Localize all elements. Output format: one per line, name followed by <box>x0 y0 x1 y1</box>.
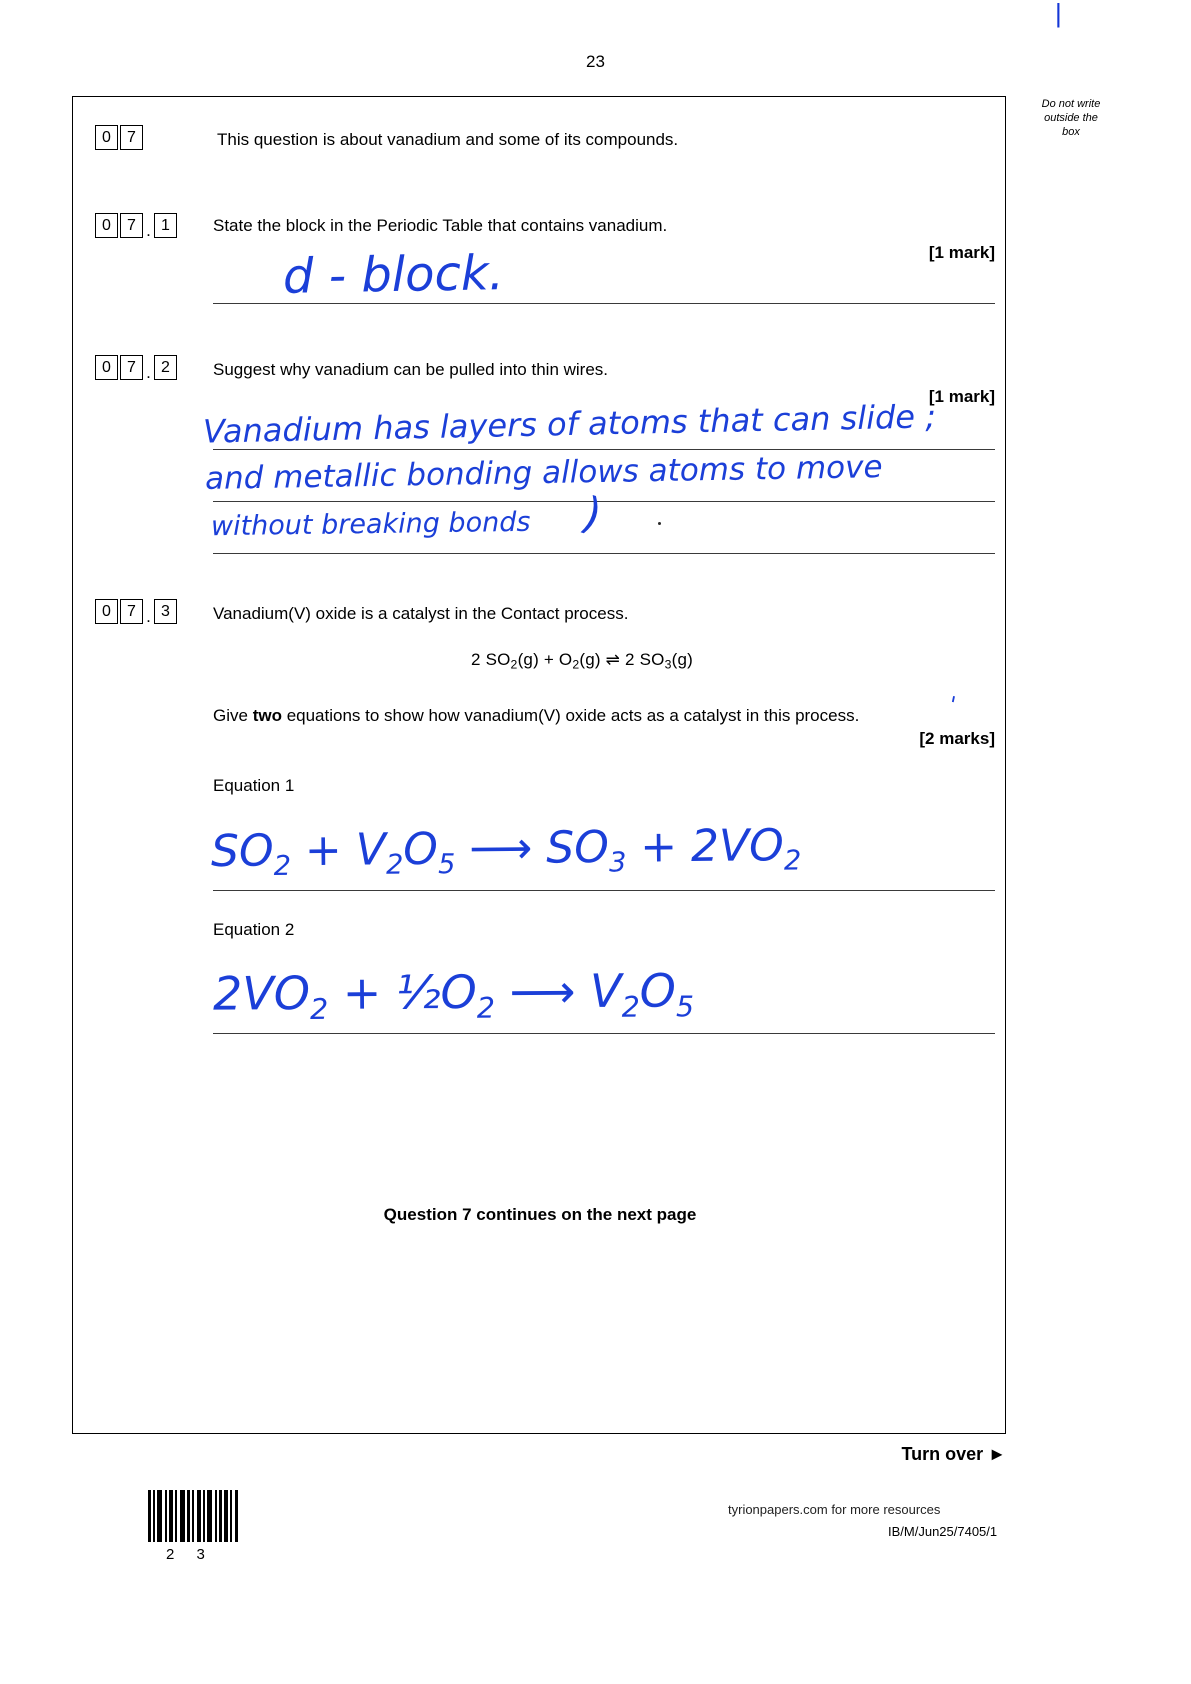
qnum-digit: 7 <box>120 599 143 624</box>
part-07-2-prompt: Suggest why vanadium can be pulled into thin wires. <box>213 360 609 379</box>
equation-1-label: Equation 1 <box>213 776 295 795</box>
qnum-digit: 7 <box>120 125 143 150</box>
part-07-1-prompt: State the block in the Periodic Table that contains vanadium. <box>213 216 668 235</box>
barcode <box>148 1490 252 1542</box>
handwritten-stray-stroke: ) <box>575 487 608 542</box>
answer-box-frame <box>72 96 1006 1434</box>
eq-sub: 2 <box>510 657 518 672</box>
printed-contact-process-equation <box>471 650 693 672</box>
handwritten-answer-07-2-line1: Vanadium has layers of atoms that can slide ; <box>202 397 937 451</box>
qnum-digit: 7 <box>120 213 143 238</box>
qnum-digit: 1 <box>154 213 177 238</box>
qnum-digit: 0 <box>95 355 118 380</box>
eq-seg: (g) <box>671 650 693 669</box>
do-not-write-line2: outside the <box>1044 111 1098 124</box>
handwritten-answer-07-2-line2: and metallic bonding allows atoms to move <box>204 449 883 497</box>
answer-rule <box>213 1033 995 1034</box>
handwritten-answer-07-2-line3: without breaking bonds <box>210 506 531 543</box>
handwritten-stray-tick: ' <box>946 692 958 719</box>
qnum-dot: . <box>146 221 151 240</box>
qnum-dot: . <box>146 363 151 382</box>
qnum-digit: 0 <box>95 213 118 238</box>
part-07-3-marks: [2 marks] <box>919 729 995 748</box>
page-number: 23 <box>586 52 605 71</box>
eq-seg: (g) ⇌ 2 SO <box>579 650 665 669</box>
instruction-seg-a: Give <box>213 706 253 725</box>
qnum-digit: 0 <box>95 599 118 624</box>
question-number-07-2 <box>95 355 177 380</box>
eq-seg: (g) + O <box>517 650 573 669</box>
qnum-digit: 2 <box>154 355 177 380</box>
answer-rule <box>213 553 995 554</box>
part-07-3-prompt: Vanadium(V) oxide is a catalyst in the Contact process. <box>213 604 629 623</box>
equation-2-label: Equation 2 <box>213 920 295 939</box>
stray-ink-dot <box>658 522 661 525</box>
barcode-digits: 2 3 <box>166 1546 214 1563</box>
eq-sub: 3 <box>664 657 672 672</box>
do-not-write-line1: Do not write <box>1041 98 1101 110</box>
qnum-digit: 0 <box>95 125 118 150</box>
eq-sub: 2 <box>572 657 580 672</box>
hw-eq2-text: $2VO_2$ + $\frac{1}{2}O_2$ ⟶ $V_2O_5$ <box>212 963 695 1026</box>
do-not-write-outside-box-note <box>1016 98 1126 139</box>
part-07-3-instruction <box>213 705 859 728</box>
qnum-dot: . <box>146 607 151 626</box>
part-07-1-marks: [1 mark] <box>928 243 995 262</box>
instruction-emphasis: two <box>252 706 282 725</box>
do-not-write-line3: box <box>1062 125 1080 138</box>
footer-credit: tyrionpapers.com for more resources <box>728 1502 941 1517</box>
top-right-tick-mark: | <box>1055 0 1062 28</box>
handwritten-equation-1 <box>211 820 802 883</box>
qnum-digit: 3 <box>154 599 177 624</box>
question-number-07 <box>95 125 143 150</box>
instruction-seg-c: equations to show how vanadium(V) oxide acts as a catalyst in this process. <box>281 706 860 725</box>
question-continues-note: Question 7 continues on the next page <box>383 1205 697 1224</box>
part-07-2-marks: [1 mark] <box>928 387 995 406</box>
handwritten-equation-2 <box>213 963 694 1026</box>
question-number-07-1 <box>95 213 177 238</box>
question-stem: This question is about vanadium and some of its compounds. <box>217 130 679 149</box>
question-number-07-3 <box>95 599 177 624</box>
eq-seg: 2 SO <box>471 650 511 669</box>
footer-paper-code: IB/M/Jun25/7405/1 <box>888 1524 998 1539</box>
hw-eq1-text: $SO_2 + V_2O_5$ ⟶ $SO_3 + 2VO_2$ <box>210 820 802 882</box>
qnum-digit: 7 <box>120 355 143 380</box>
turn-over-label: Turn over ► <box>901 1444 1006 1464</box>
handwritten-answer-07-1: d - block. <box>282 245 505 305</box>
answer-rule <box>213 890 995 891</box>
